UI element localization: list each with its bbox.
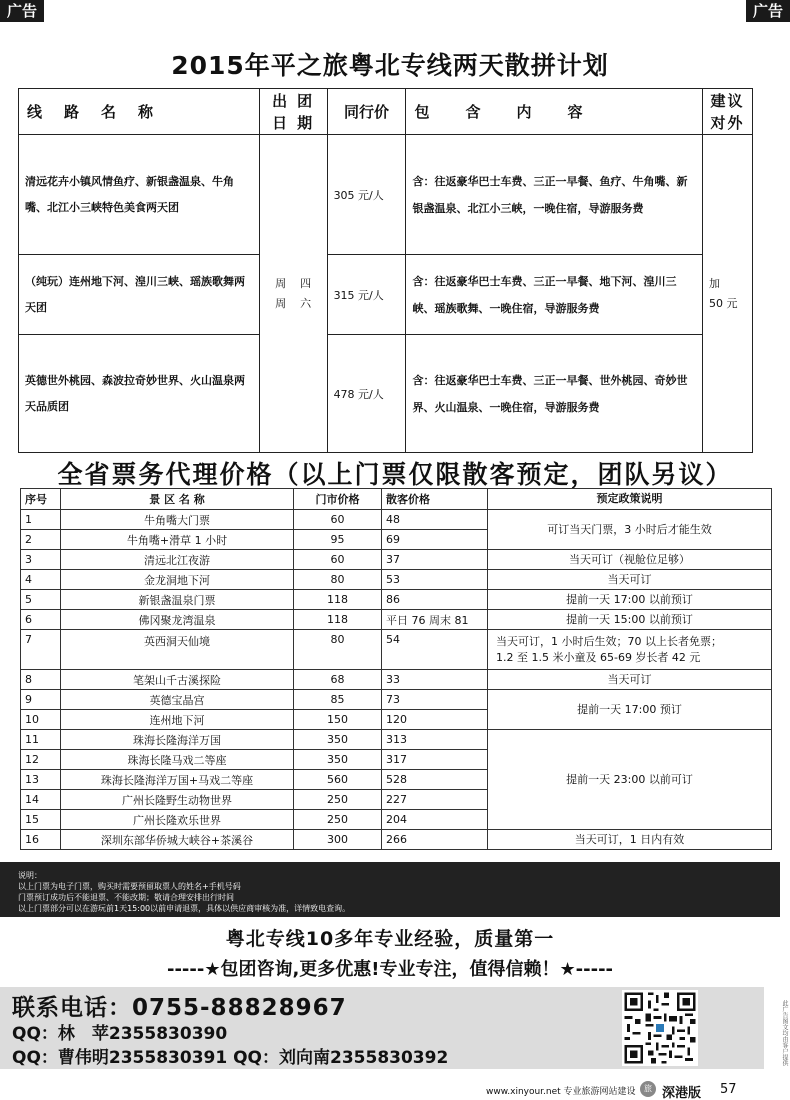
tour-row: [19, 335, 753, 453]
footer-logo-icon: 旅: [640, 1081, 656, 1097]
notes-line: 以上门票为电子门票，购买时需要预留取票人的姓名+手机号码: [18, 882, 241, 891]
row-name: 珠海长隆海洋万国: [61, 730, 294, 750]
slogan-box: [0, 918, 780, 986]
row-gate-price: 150: [294, 710, 382, 730]
tour-includes: 含：往返豪华巴士车费、三正一早餐、鱼疗、牛角嘴、新银盏温泉、北江小三峡，一晚住宿，导游服务费: [406, 135, 703, 255]
row-name: 广州长隆欢乐世界: [61, 810, 294, 830]
table-row: [21, 730, 772, 750]
row-name: 牛角嘴大门票: [61, 510, 294, 530]
page-title: 2015年平之旅粤北专线两天散拼计划: [171, 51, 609, 80]
row-no: 4: [21, 570, 61, 590]
tour-route: （纯玩）连州地下河、湟川三峡、瑶族歌舞两天团: [19, 255, 260, 335]
tour-price: 305 元/人: [327, 135, 406, 255]
row-no: 2: [21, 530, 61, 550]
header-route: 线路名称: [19, 89, 260, 135]
row-sale-price: 266: [382, 830, 488, 850]
row-name: 新银盏温泉门票: [61, 590, 294, 610]
row-sale-price: 120: [382, 710, 488, 730]
slogan-line2: -----★包团咨询,更多优惠!专业专注，值得信赖！★-----: [166, 959, 614, 980]
row-gate-price: 60: [294, 550, 382, 570]
notes-box: [0, 862, 780, 917]
row-policy: 提前一天 17:00 以前预订: [488, 590, 772, 610]
row-policy: 提前一天 15:00 以前预订: [488, 610, 772, 630]
row-no: 1: [21, 510, 61, 530]
header-date: [259, 89, 327, 135]
row-gate-price: 118: [294, 610, 382, 630]
notes-line: 门票预订成功后不能退票、不能改期；敬请合理安排出行时间: [18, 893, 234, 902]
row-sale-price: 528: [382, 770, 488, 790]
row-no: 14: [21, 790, 61, 810]
row-gate-price: 85: [294, 690, 382, 710]
row-sale-price: 69: [382, 530, 488, 550]
header-no: 序号: [21, 489, 61, 510]
tour-row: [19, 135, 753, 255]
row-name: 珠海长隆马戏二等座: [61, 750, 294, 770]
row-gate-price: 250: [294, 810, 382, 830]
row-no: 10: [21, 710, 61, 730]
header-includes: 包含内容: [406, 89, 703, 135]
row-policy: 提前一天 23:00 以前可订: [488, 730, 772, 830]
row-policy: 可订当天门票，3 小时后才能生效: [488, 510, 772, 550]
tour-route: 英德世外桃园、森波拉奇妙世界、火山温泉两天品质团: [19, 335, 260, 453]
row-name: 清远北江夜游: [61, 550, 294, 570]
tour-row: [19, 255, 753, 335]
row-gate-price: 80: [294, 630, 382, 670]
row-no: 6: [21, 610, 61, 630]
row-policy: 当天可订（视舱位足够）: [488, 550, 772, 570]
ticket-price-table: [20, 488, 772, 850]
row-no: 15: [21, 810, 61, 830]
row-name: 广州长隆野生动物世界: [61, 790, 294, 810]
row-sale-price: 313: [382, 730, 488, 750]
row-no: 12: [21, 750, 61, 770]
row-name: 佛冈聚龙湾温泉: [61, 610, 294, 630]
footer-url: www.xinyour.net 专业旅游网站建设: [486, 1087, 636, 1097]
ticket-header-row: [21, 489, 772, 510]
header-suggest-line2: 对外: [710, 113, 745, 132]
header-policy: 预定政策说明: [488, 489, 772, 510]
row-gate-price: 350: [294, 730, 382, 750]
row-no: 7: [21, 630, 61, 670]
tour-header-row: [19, 89, 753, 135]
footer-edition: 深港版: [662, 1086, 702, 1100]
tour-plan-table: [18, 88, 753, 453]
row-policy: 当天可订: [488, 570, 772, 590]
header-name: 景 区 名 称: [61, 489, 294, 510]
side-credit: 此广告图文均由客户提供: [781, 1000, 788, 1066]
table-row: [21, 510, 772, 530]
tour-includes: 含：往返豪华巴士车费、三正一早餐、地下河、湟川三峡、瑶族歌舞、一晚住宿，导游服务费: [406, 255, 703, 335]
row-no: 8: [21, 670, 61, 690]
row-sale-price: 73: [382, 690, 488, 710]
header-gate-price: 门市价格: [294, 489, 382, 510]
row-sale-price: 48: [382, 510, 488, 530]
row-no: 5: [21, 590, 61, 610]
table-row: [21, 570, 772, 590]
row-policy-line2: 1.2 至 1.5 米小童及 65-69 岁长者 42 元: [496, 650, 701, 664]
row-no: 9: [21, 690, 61, 710]
row-name: 英西洞天仙境: [61, 630, 294, 670]
row-sale-price: 53: [382, 570, 488, 590]
tour-suggest-price: 加 50 元: [703, 135, 753, 453]
row-gate-price: 250: [294, 790, 382, 810]
header-date-line2: 日期: [272, 113, 323, 132]
ticket-section-title: 全省票务代理价格（以上门票仅限散客预定，团队另议）: [57, 460, 733, 489]
tour-price: 315 元/人: [327, 255, 406, 335]
row-name: 珠海长隆海洋万国+马戏二等座: [61, 770, 294, 790]
row-sale-price: 平日 76 周末 81: [382, 610, 488, 630]
row-gate-price: 80: [294, 570, 382, 590]
table-row: [21, 550, 772, 570]
row-gate-price: 68: [294, 670, 382, 690]
row-policy: 提前一天 17:00 预订: [488, 690, 772, 730]
row-no: 11: [21, 730, 61, 750]
tour-includes: 含：往返豪华巴士车费、三正一早餐、世外桃园、奇妙世界、火山温泉、一晚住宿，导游服务费: [406, 335, 703, 453]
slogan-line1: 粤北专线10多年专业经验，质量第一: [225, 928, 555, 950]
table-row: [21, 670, 772, 690]
table-row: [21, 610, 772, 630]
row-gate-price: 60: [294, 510, 382, 530]
notes-title: 说明：: [18, 871, 42, 880]
row-gate-price: 118: [294, 590, 382, 610]
row-sale-price: 33: [382, 670, 488, 690]
notes-line: 以上门票部分可以在游玩前1天15:00以前申请退票，具体以供应商审核为准，详情致电查询。: [18, 904, 351, 913]
row-gate-price: 350: [294, 750, 382, 770]
tour-route: 清远花卉小镇风情鱼疗、新银盏温泉、牛角嘴、北江小三峡特色美食两天团: [19, 135, 260, 255]
header-date-line1: 出团: [272, 91, 323, 110]
row-sale-price: 54: [382, 630, 488, 670]
row-sale-price: 37: [382, 550, 488, 570]
table-row: [21, 590, 772, 610]
row-name: 牛角嘴+滑草 1 小时: [61, 530, 294, 550]
row-name: 深圳东部华侨城大峡谷+茶溪谷: [61, 830, 294, 850]
tour-price: 478 元/人: [327, 335, 406, 453]
ad-label-left: 广告: [0, 0, 44, 22]
row-sale-price: 317: [382, 750, 488, 770]
header-suggest: [703, 89, 753, 135]
row-name: 连州地下河: [61, 710, 294, 730]
row-policy: 当天可订，1 日内有效: [488, 830, 772, 850]
table-row: [21, 690, 772, 710]
row-gate-price: 560: [294, 770, 382, 790]
header-sale-price: 散客价格: [382, 489, 488, 510]
row-gate-price: 95: [294, 530, 382, 550]
row-name: 英德宝晶宫: [61, 690, 294, 710]
contact-phone: 联系电话：0755-88828967: [12, 995, 347, 1021]
tour-dates: 周 四 周 六: [259, 135, 327, 453]
row-sale-price: 227: [382, 790, 488, 810]
page-number: 57: [720, 1082, 737, 1097]
row-sale-price: 204: [382, 810, 488, 830]
contact-qq-line2: QQ：曹伟明2355830391 QQ：刘向南2355830392: [12, 1048, 449, 1068]
row-policy: 当天可订: [488, 670, 772, 690]
qr-code-icon[interactable]: [622, 990, 698, 1066]
row-no: 13: [21, 770, 61, 790]
header-price: 同行价: [327, 89, 406, 135]
contact-qq-line1: QQ：林 苹2355830390: [12, 1024, 228, 1044]
row-gate-price: 300: [294, 830, 382, 850]
row-policy: [488, 630, 772, 670]
row-name: 金龙洞地下河: [61, 570, 294, 590]
ad-label-right: 广告: [746, 0, 790, 22]
table-row: [21, 830, 772, 850]
table-row: [21, 630, 772, 670]
header-suggest-line1: 建议: [710, 91, 745, 110]
row-no: 16: [21, 830, 61, 850]
row-name: 笔架山千古溪探险: [61, 670, 294, 690]
contact-box: [0, 987, 764, 1069]
page-footer: [0, 1080, 790, 1100]
row-sale-price: 86: [382, 590, 488, 610]
row-policy-line1: 当天可订，1 小时后生效；70 以上长者免票；: [496, 634, 722, 648]
row-no: 3: [21, 550, 61, 570]
